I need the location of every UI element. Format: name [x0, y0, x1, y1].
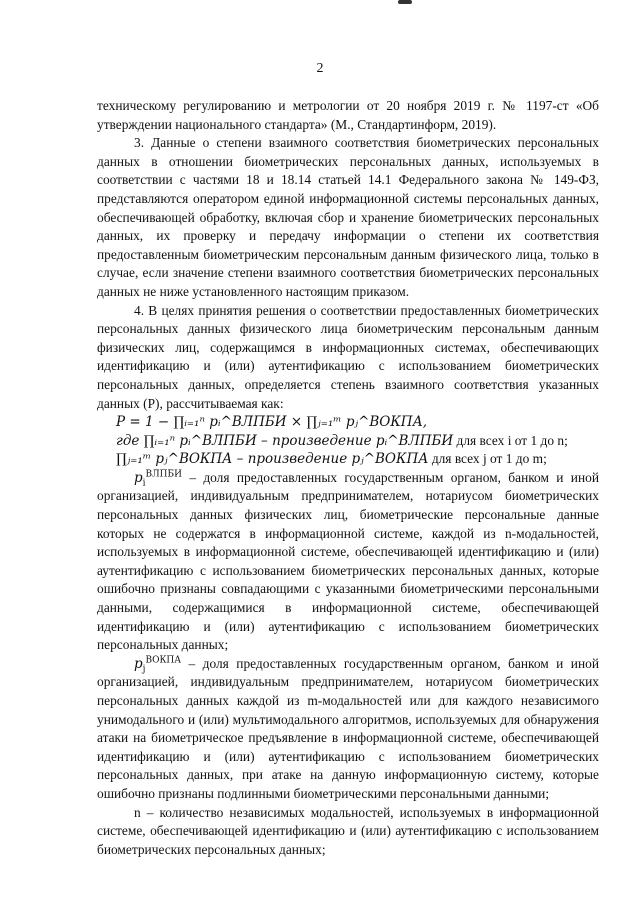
formula-product-i-text: где ∏ᵢ₌₁ⁿ pᵢ^ВЛПБИ – произведение pᵢ^ВЛПБИ [116, 432, 454, 449]
scan-mark [398, 0, 412, 4]
paragraph-continuation: техническому регулированию и метрологии от 20 ноября 2019 г. № 1197-ст «Об утверждении национального стандарта» (М., Стандартинформ, 2019). [97, 98, 599, 132]
paragraph-4: 4. В целях принятия решения о соответствии предоставленных биометрических персональных данных физического лица биометрическим персональным данным физических лиц, содержащимся в информационных системах, обеспечивающих идентификацию и (или) аутентификацию с использованием биометрических персональных данных, определяется степень взаимного соответствия указанных данных (P), рассчитываемая как: [97, 302, 599, 411]
formula-product-i-range: для всех i от 1 до n; [456, 432, 568, 448]
paragraph-3: 3. Данные о степени взаимного соответствия биометрических персональных данных в отношении биометрических персональных данных, используемых в соответствии с частями 18 и 18.14 статьей 14.1 Федерального закона № 149-ФЗ, представляются оператором единой информационной системы персональных данных, обеспечивающей обработку, включая сбор и хранение биометрических персональных данных, их проверку и передачу информации о степени их соответствия предоставленным биометрическим персональным данным физического лица, только в случае, если значение степени взаимного соответствия биометрических персональных данных не ниже установленного настоящим приказом. [97, 135, 599, 299]
definition-p-vokpa [97, 655, 599, 804]
definition-n: n – количество независимых модальностей, используемых в информационной системе, обеспечивающей идентификацию и (или) аутентификацию с использованием биометрических персональных данных; [97, 804, 599, 857]
document-body [97, 97, 599, 859]
page-number: 2 [316, 61, 324, 76]
formula-product-j-range: для всех j от 1 до m; [431, 451, 547, 467]
formula-p [97, 413, 599, 432]
definition-p-vlpbi-text: – доля предоставленных государственным органом, банком и иной организацией, индивидуальным предпринимателем, нотариусом биометрических персональных данных физических лиц, биометрические персональные данные которых не содержатся в информационной системе, каждой из n-модальностей, используемых в информационной системе, обеспечивающей идентификацию и (или) аутентификацию с использованием биометрических персональных данных, которые ошибочно признаны совпадающими с указанными биометрическими персональными данными, содержащимися в информационной системе, обеспечивающей идентификацию и (или) аутентификацию с использованием биометрических персональных данных; [97, 469, 599, 653]
formula-product-j [97, 450, 599, 469]
symbol-p-vlpbi: $p_i^{ВЛПБИ}$ [134, 469, 182, 489]
formula-product-i [97, 432, 599, 451]
definition-p-vlpbi [97, 469, 599, 655]
symbol-p-vokpa: $p_j^{ВОКПА}$ [134, 655, 182, 675]
formula-product-j-text: ∏ⱼ₌₁ᵐ pⱼ^ВОКПА – произведение pⱼ^ВОКПА [116, 451, 429, 468]
definition-p-vokpa-text: – доля предоставленных государственным органом, банком и иной организацией, индивидуальным предпринимателем, нотариусом биометрических персональных данных каждой из m-модальностей или для каждого независимого унимодального и (или) мультимодального алгоритмов, используемых для обнаружения атаки на биометрическое предъявление в информационной системе, обеспечивающей идентификацию и (или) аутентификацию с использованием биометрических персональных данных, при атаке на данную информационную систему, которые ошибочно признаны подлинными биометрическими персональными данными; [97, 655, 599, 801]
formula-p-text: P = 1 − ∏ᵢ₌₁ⁿ pᵢ^ВЛПБИ × ∏ⱼ₌₁ᵐ pⱼ^ВОКПА, [116, 414, 428, 431]
